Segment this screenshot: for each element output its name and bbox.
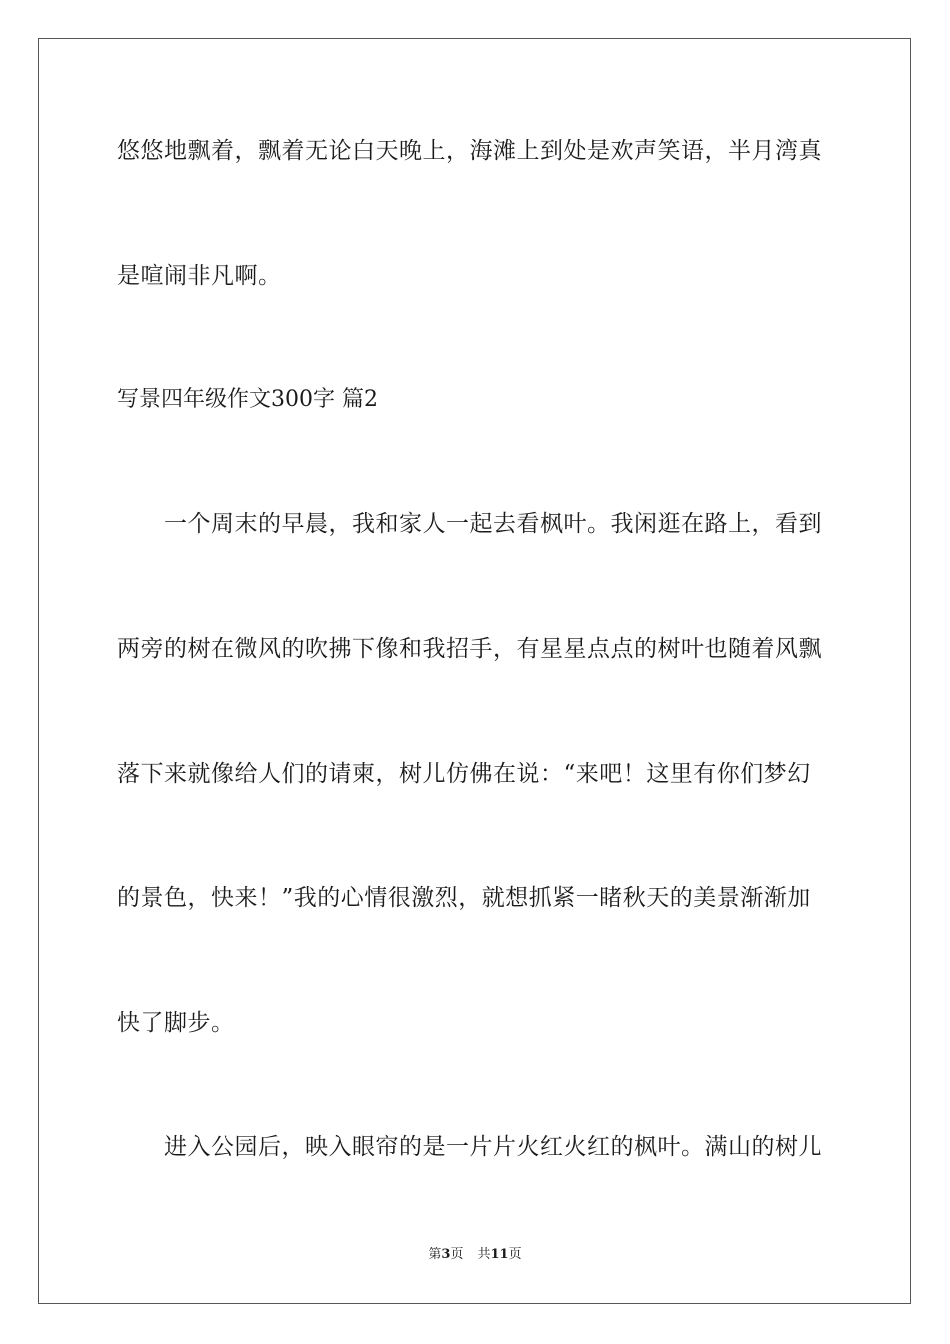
- footer-page-suffix: 页: [450, 1247, 464, 1262]
- footer-page-number: 3: [441, 1247, 451, 1262]
- text-line: 的景色，快来！”我的心情很激烈，就想抓紧一睹秋天的美景渐渐加: [117, 885, 811, 911]
- text-line: 两旁的树在微风的吹拂下像和我招手，有星星点点的树叶也随着风飘: [117, 636, 822, 662]
- text-line: 一个周末的早晨，我和家人一起去看枫叶。我闲逛在路上，看到: [164, 511, 822, 537]
- page-footer: [0, 1246, 950, 1264]
- text-line: 是喧闹非凡啊。: [117, 263, 282, 289]
- text-line: 进入公园后，映入眼帘的是一片片火红火红的枫叶。满山的树儿: [164, 1134, 822, 1160]
- footer-page-prefix: 第: [428, 1247, 442, 1262]
- text-line: 落下来就像给人们的请柬，树儿仿佛在说：“来吧！这里有你们梦幻: [117, 761, 811, 787]
- page-border: [38, 38, 911, 1304]
- footer-total-prefix: 共: [477, 1247, 491, 1262]
- footer-total-suffix: 页: [508, 1247, 522, 1262]
- text-line: 快了脚步。: [117, 1010, 235, 1036]
- section-heading: 写景四年级作文300字 篇2: [117, 387, 378, 412]
- text-line: 悠悠地飘着，飘着无论白天晚上，海滩上到处是欢声笑语，半月湾真: [117, 138, 822, 164]
- footer-total-pages: 11: [490, 1247, 509, 1262]
